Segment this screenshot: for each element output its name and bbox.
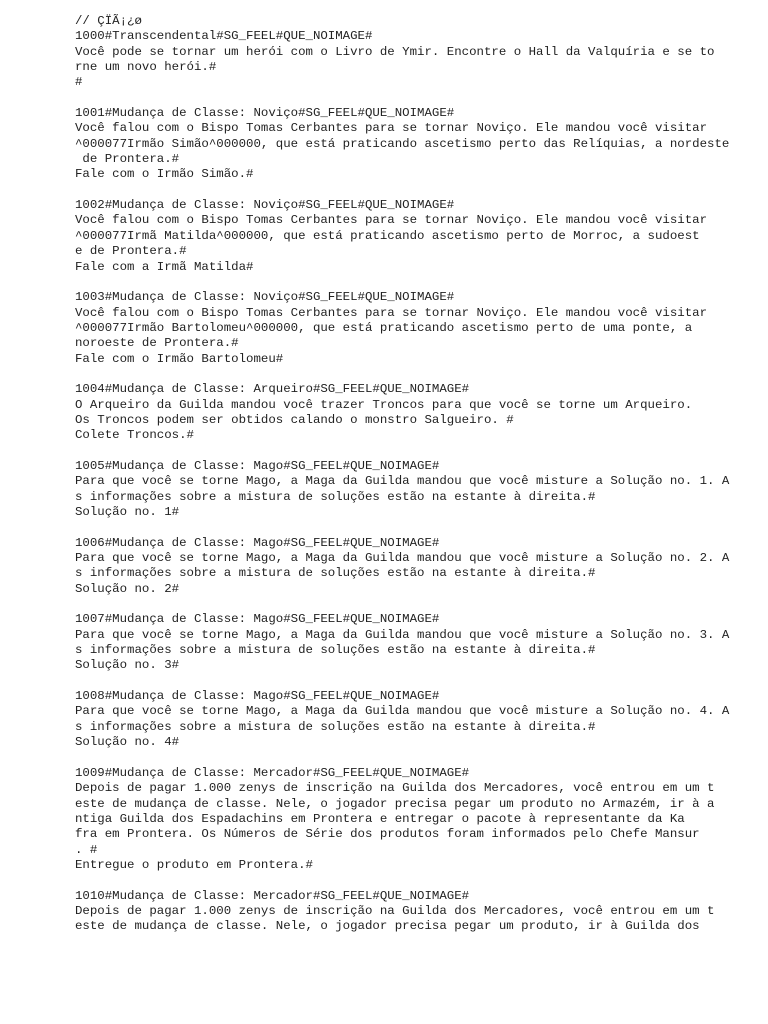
text-line: Os Troncos podem ser obtidos calando o monstro Salgueiro. # bbox=[75, 412, 514, 427]
text-line: rne um novo herói.# bbox=[75, 60, 217, 75]
text-line: Você falou com o Bispo Tomas Cerbantes para se tornar Noviço. Ele mandou você visitar bbox=[75, 121, 708, 136]
text-line bbox=[75, 597, 755, 612]
text-line: Para que você se torne Mago, a Maga da Guilda mandou que você misture a Solução no. 1. A bbox=[75, 474, 730, 489]
text-line: s informações sobre a mistura de soluções estão na estante à direita.# bbox=[75, 566, 596, 581]
text-line: Depois de pagar 1.000 zenys de inscrição na Guilda dos Mercadores, você entrou em um t bbox=[75, 781, 715, 796]
text-line: noroeste de Prontera.# bbox=[75, 336, 239, 351]
text-line: 1001#Mudança de Classe: Noviço#SG_FEEL#QUE_NOIMAGE# bbox=[75, 106, 455, 121]
text-line bbox=[75, 367, 755, 382]
text-line: ^000077Irmã Matilda^000000, que está praticando ascetismo perto de Morroc, a sudoest bbox=[75, 228, 700, 243]
text-line: Colete Troncos.# bbox=[75, 428, 194, 443]
text-line: este de mudança de classe. Nele, o jogador precisa pegar um produto, ir à Guilda dos bbox=[75, 919, 700, 934]
text-line: Depois de pagar 1.000 zenys de inscrição na Guilda dos Mercadores, você entrou em um t bbox=[75, 903, 715, 918]
text-line: 1008#Mudança de Classe: Mago#SG_FEEL#QUE_NOIMAGE# bbox=[75, 689, 440, 704]
text-line: este de mudança de classe. Nele, o jogador precisa pegar um produto no Armazém, ir à a bbox=[75, 796, 715, 811]
text-line: Solução no. 1# bbox=[75, 505, 180, 519]
text-line: Fale com o Irmão Bartolomeu# bbox=[75, 351, 284, 366]
text-line: ntiga Guilda dos Espadachins em Prontera e entregar o pacote à representante da Ka bbox=[75, 811, 685, 826]
text-line bbox=[75, 444, 755, 459]
text-line: 1003#Mudança de Classe: Noviço#SG_FEEL#QUE_NOIMAGE# bbox=[75, 290, 455, 305]
text-line: # bbox=[75, 75, 83, 90]
text-line: 1005#Mudança de Classe: Mago#SG_FEEL#QUE_NOIMAGE# bbox=[75, 458, 440, 473]
text-line: fra em Prontera. Os Números de Série dos produtos foram informados pelo Chefe Mansur bbox=[75, 827, 700, 842]
text-line bbox=[75, 520, 755, 535]
text-line: Para que você se torne Mago, a Maga da Guilda mandou que você misture a Solução no. 2. A bbox=[75, 551, 730, 566]
text-line: Para que você se torne Mago, a Maga da Guilda mandou que você misture a Solução no. 3. A bbox=[75, 627, 730, 642]
text-line: 1004#Mudança de Classe: Arqueiro#SG_FEEL#QUE_NOIMAGE# bbox=[75, 382, 470, 397]
text-line bbox=[75, 275, 755, 290]
text-line: 1002#Mudança de Classe: Noviço#SG_FEEL#QUE_NOIMAGE# bbox=[75, 198, 455, 213]
text-line: 1006#Mudança de Classe: Mago#SG_FEEL#QUE_NOIMAGE# bbox=[75, 535, 440, 550]
text-line: // ÇÏÃ¡¿ø bbox=[75, 14, 142, 28]
text-line: 1000#Transcendental#SG_FEEL#QUE_NOIMAGE# bbox=[75, 29, 373, 44]
text-line: Você falou com o Bispo Tomas Cerbantes para se tornar Noviço. Ele mandou você visitar bbox=[75, 213, 708, 228]
text-line: Fale com a Irmã Matilda# bbox=[75, 259, 254, 274]
text-line bbox=[75, 873, 755, 888]
text-line: s informações sobre a mistura de soluções estão na estante à direita.# bbox=[75, 719, 596, 734]
text-line bbox=[75, 183, 755, 198]
text-line: Você falou com o Bispo Tomas Cerbantes para se tornar Noviço. Ele mandou você visitar bbox=[75, 305, 708, 320]
text-line: e de Prontera.# bbox=[75, 244, 187, 259]
text-line bbox=[75, 751, 755, 766]
text-line: Você pode se tornar um herói com o Livro de Ymir. Encontre o Hall da Valquíria e se to bbox=[75, 44, 715, 59]
text-line bbox=[75, 674, 755, 689]
text-line: 1009#Mudança de Classe: Mercador#SG_FEEL#QUE_NOIMAGE# bbox=[75, 765, 470, 780]
text-line: 1010#Mudança de Classe: Mercador#SG_FEEL#QUE_NOIMAGE# bbox=[75, 888, 470, 903]
document-text bbox=[75, 14, 755, 935]
text-line: de Prontera.# bbox=[75, 152, 180, 167]
text-line: s informações sobre a mistura de soluções estão na estante à direita.# bbox=[75, 489, 596, 504]
text-line: 1007#Mudança de Classe: Mago#SG_FEEL#QUE_NOIMAGE# bbox=[75, 612, 440, 627]
text-line: ^000077Irmão Simão^000000, que está praticando ascetismo perto das Relíquias, a nordeste bbox=[75, 136, 730, 151]
text-line: Fale com o Irmão Simão.# bbox=[75, 167, 254, 182]
text-line: O Arqueiro da Guilda mandou você trazer Troncos para que você se torne um Arqueiro. bbox=[75, 397, 693, 412]
text-line: Para que você se torne Mago, a Maga da Guilda mandou que você misture a Solução no. 4. A bbox=[75, 704, 730, 719]
text-line: Solução no. 3# bbox=[75, 658, 180, 673]
text-line: Solução no. 4# bbox=[75, 735, 180, 750]
text-line: ^000077Irmão Bartolomeu^000000, que está praticando ascetismo perto de uma ponte, a bbox=[75, 320, 693, 335]
text-line: s informações sobre a mistura de soluções estão na estante à direita.# bbox=[75, 643, 596, 658]
text-line: . # bbox=[75, 842, 98, 857]
text-line: Entregue o produto em Prontera.# bbox=[75, 857, 313, 872]
text-line bbox=[75, 91, 755, 106]
text-line: Solução no. 2# bbox=[75, 581, 180, 596]
